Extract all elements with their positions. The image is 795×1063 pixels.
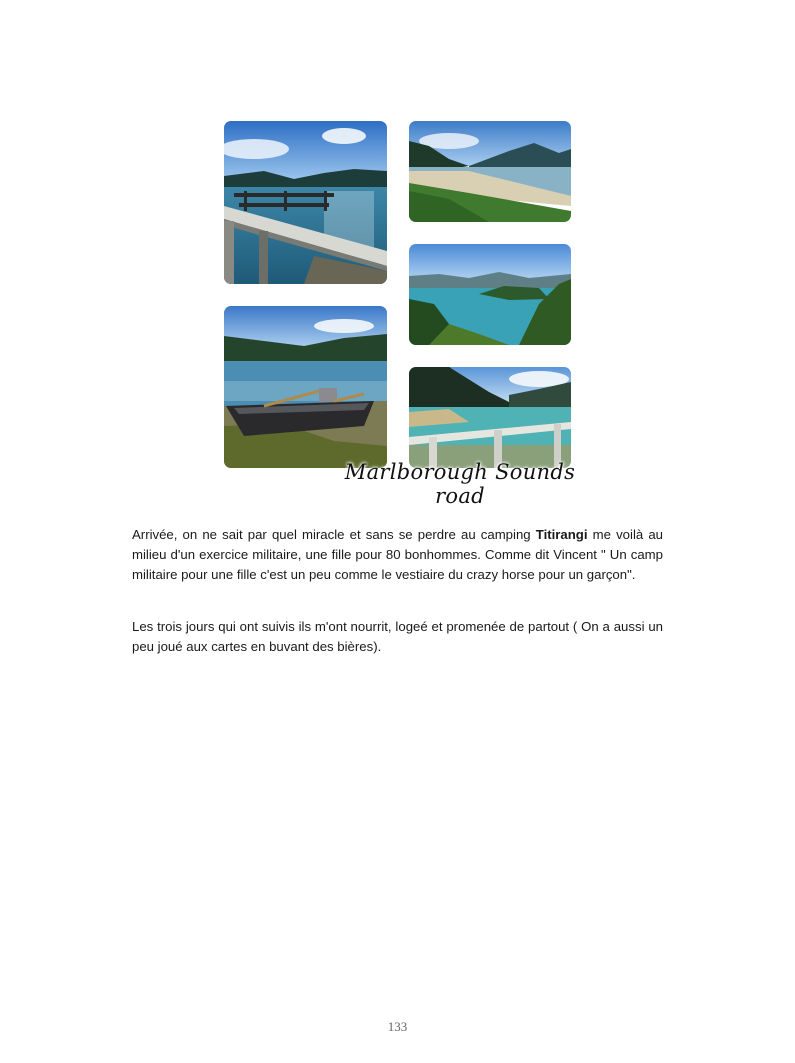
paragraph-three-days: Les trois jours qui ont suivis ils m'ont nourrit, logeé et promenée de partout ( On a aussi un peu joué aux cartes en buvant des bières). xyxy=(132,619,663,654)
paragraph-arrival xyxy=(132,525,663,585)
page-number: 133 xyxy=(387,1019,408,1034)
photo-jetty xyxy=(224,121,387,284)
photo-rowboat xyxy=(224,306,387,468)
photo-caption: Marlborough Sounds road xyxy=(344,460,576,508)
photo-lagoon-railing xyxy=(409,367,571,468)
paragraph-arrival-end: me voilà au milieu d'un exercice militaire, une fille pour 80 bonhommes. Comme dit Vincent " Un camp militaire pour une fille c'est un peu comme le vestiaire du crazy horse pour un garçon". xyxy=(132,527,663,582)
photo-beach xyxy=(409,121,571,222)
paragraph-arrival-start: Arrivée, on ne sait par quel miracle et sans se perdre au camping xyxy=(132,527,536,542)
photo-bay xyxy=(409,244,571,345)
camping-name: Titirangi xyxy=(535,527,588,542)
